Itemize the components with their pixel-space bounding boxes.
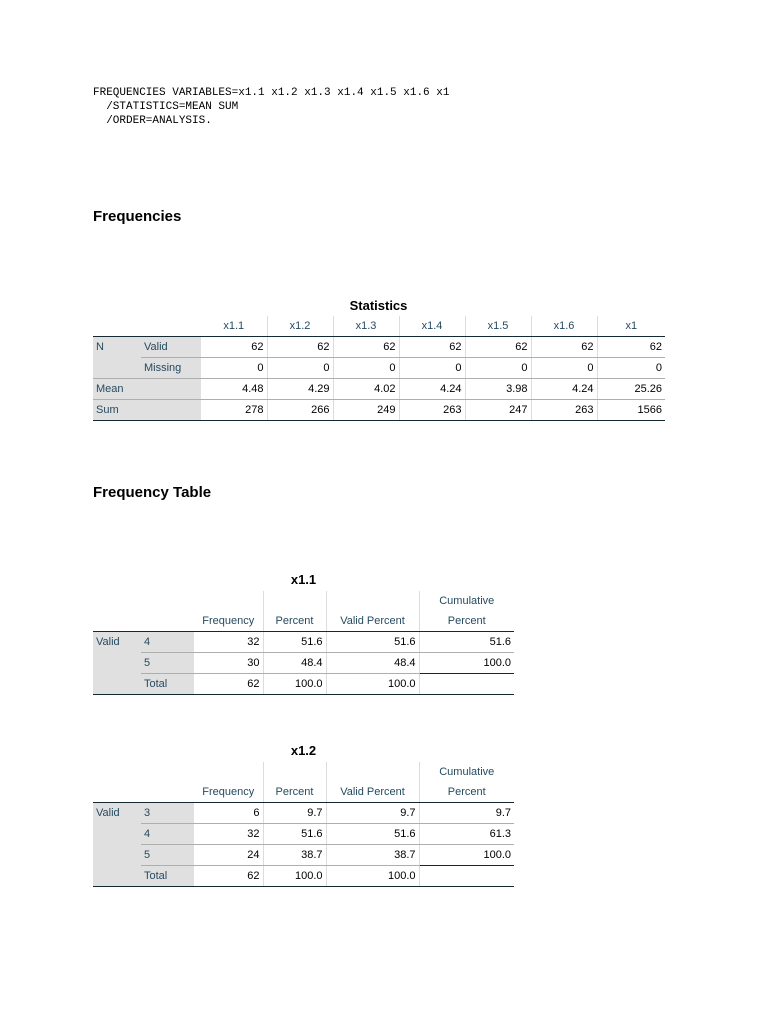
syntax-line: /ORDER=ANALYSIS. [93,115,212,127]
column-header: Percent [263,611,326,632]
column-header: x1.4 [399,316,465,337]
cell-value: 247 [465,400,531,421]
column-header: Frequency [194,611,263,632]
cell-value: 9.7 [326,803,419,824]
column-header: Percent [419,611,514,632]
cell-value: 0 [399,358,465,379]
column-header: x1.3 [333,316,399,337]
cell-value: 266 [267,400,333,421]
cell-value: 100.0 [419,653,514,674]
statistics-title: Statistics [349,298,408,313]
frequency-table-heading: Frequency Table [93,484,212,501]
table-row [93,845,514,866]
column-header: Frequency [194,782,263,803]
x11-title: x1.1 [290,572,317,587]
row-label: Total [141,674,194,695]
row-label: Mean [93,379,201,400]
cell-value: 48.4 [263,653,326,674]
table-row [93,653,514,674]
x12-frequency-table [93,762,514,887]
cell-value: 62 [465,337,531,358]
syntax-line: /STATISTICS=MEAN SUM [93,101,239,113]
cell-value: 4.02 [333,379,399,400]
column-header: Valid Percent [326,611,419,632]
cell-value: 0 [465,358,531,379]
cell-value: 100.0 [326,866,419,887]
syntax-line: FREQUENCIES VARIABLES=x1.1 x1.2 x1.3 x1.4 x1.5 x1.6 x1 [93,87,450,99]
row-group-label: Valid [93,632,141,653]
frequencies-heading: Frequencies [93,208,182,225]
row-group-label: Valid [93,803,141,824]
x12-header-row [93,782,514,803]
column-header: Percent [263,782,326,803]
cell-value: 100.0 [263,674,326,695]
cell-value: 62 [194,866,263,887]
cell-value: 0 [531,358,597,379]
cell-value: 100.0 [419,845,514,866]
row-label: 4 [141,824,194,845]
table-row [93,866,514,887]
cell-value: 62 [399,337,465,358]
cell-value: 249 [333,400,399,421]
row-label: 5 [141,653,194,674]
cell-value: 4.24 [531,379,597,400]
row-label: Total [141,866,194,887]
cell-value: 6 [194,803,263,824]
column-header: Cumulative [419,591,514,611]
cell-value: 278 [201,400,267,421]
cell-value: 100.0 [326,674,419,695]
cell-value: 263 [399,400,465,421]
column-header: Percent [419,782,514,803]
cell-value: 4.24 [399,379,465,400]
cell-value: 61.3 [419,824,514,845]
cell-value: 263 [531,400,597,421]
cell-value: 25.26 [597,379,665,400]
cell-value: 62 [333,337,399,358]
row-label: 5 [141,845,194,866]
cell-value: 62 [201,337,267,358]
row-group-label: N [93,337,141,358]
column-header: x1.6 [531,316,597,337]
x12-title: x1.2 [290,743,317,758]
cell-value: 51.6 [263,632,326,653]
column-header: x1.1 [201,316,267,337]
cell-value: 38.7 [326,845,419,866]
cell-value: 0 [267,358,333,379]
cell-value: 32 [194,824,263,845]
statistics-table [93,316,665,421]
cell-value: 38.7 [263,845,326,866]
cell-value: 51.6 [263,824,326,845]
syntax-block [93,86,449,128]
row-label: 4 [141,632,194,653]
cell-value: 62 [531,337,597,358]
table-row [93,337,665,358]
row-label: Missing [141,358,201,379]
cell-value: 51.6 [326,824,419,845]
cell-value: 62 [267,337,333,358]
cell-value: 9.7 [263,803,326,824]
cell-value: 0 [333,358,399,379]
cell-value: 62 [194,674,263,695]
table-row [93,674,514,695]
cell-value: 0 [201,358,267,379]
column-header: x1.2 [267,316,333,337]
table-row [93,803,514,824]
column-header: x1 [597,316,665,337]
row-label: 3 [141,803,194,824]
column-header: Valid Percent [326,782,419,803]
cell-value: 30 [194,653,263,674]
statistics-header-row [93,316,665,337]
cell-value: 51.6 [419,632,514,653]
cell-value: 32 [194,632,263,653]
cell-value: 0 [597,358,665,379]
x11-header-row [93,611,514,632]
cell-value: 48.4 [326,653,419,674]
cell-value: 24 [194,845,263,866]
row-label: Sum [93,400,201,421]
cell-value: 4.29 [267,379,333,400]
cell-value: 9.7 [419,803,514,824]
cell-value: 4.48 [201,379,267,400]
column-header: Cumulative [419,762,514,782]
table-row [93,632,514,653]
table-row [93,379,665,400]
cell-value: 3.98 [465,379,531,400]
cell-value: 100.0 [263,866,326,887]
x11-frequency-table [93,591,514,695]
cell-value: 51.6 [326,632,419,653]
cell-value: 62 [597,337,665,358]
table-row [93,358,665,379]
row-label: Valid [141,337,201,358]
cell-value: 1566 [597,400,665,421]
column-header: x1.5 [465,316,531,337]
table-row [93,824,514,845]
table-row [93,400,665,421]
